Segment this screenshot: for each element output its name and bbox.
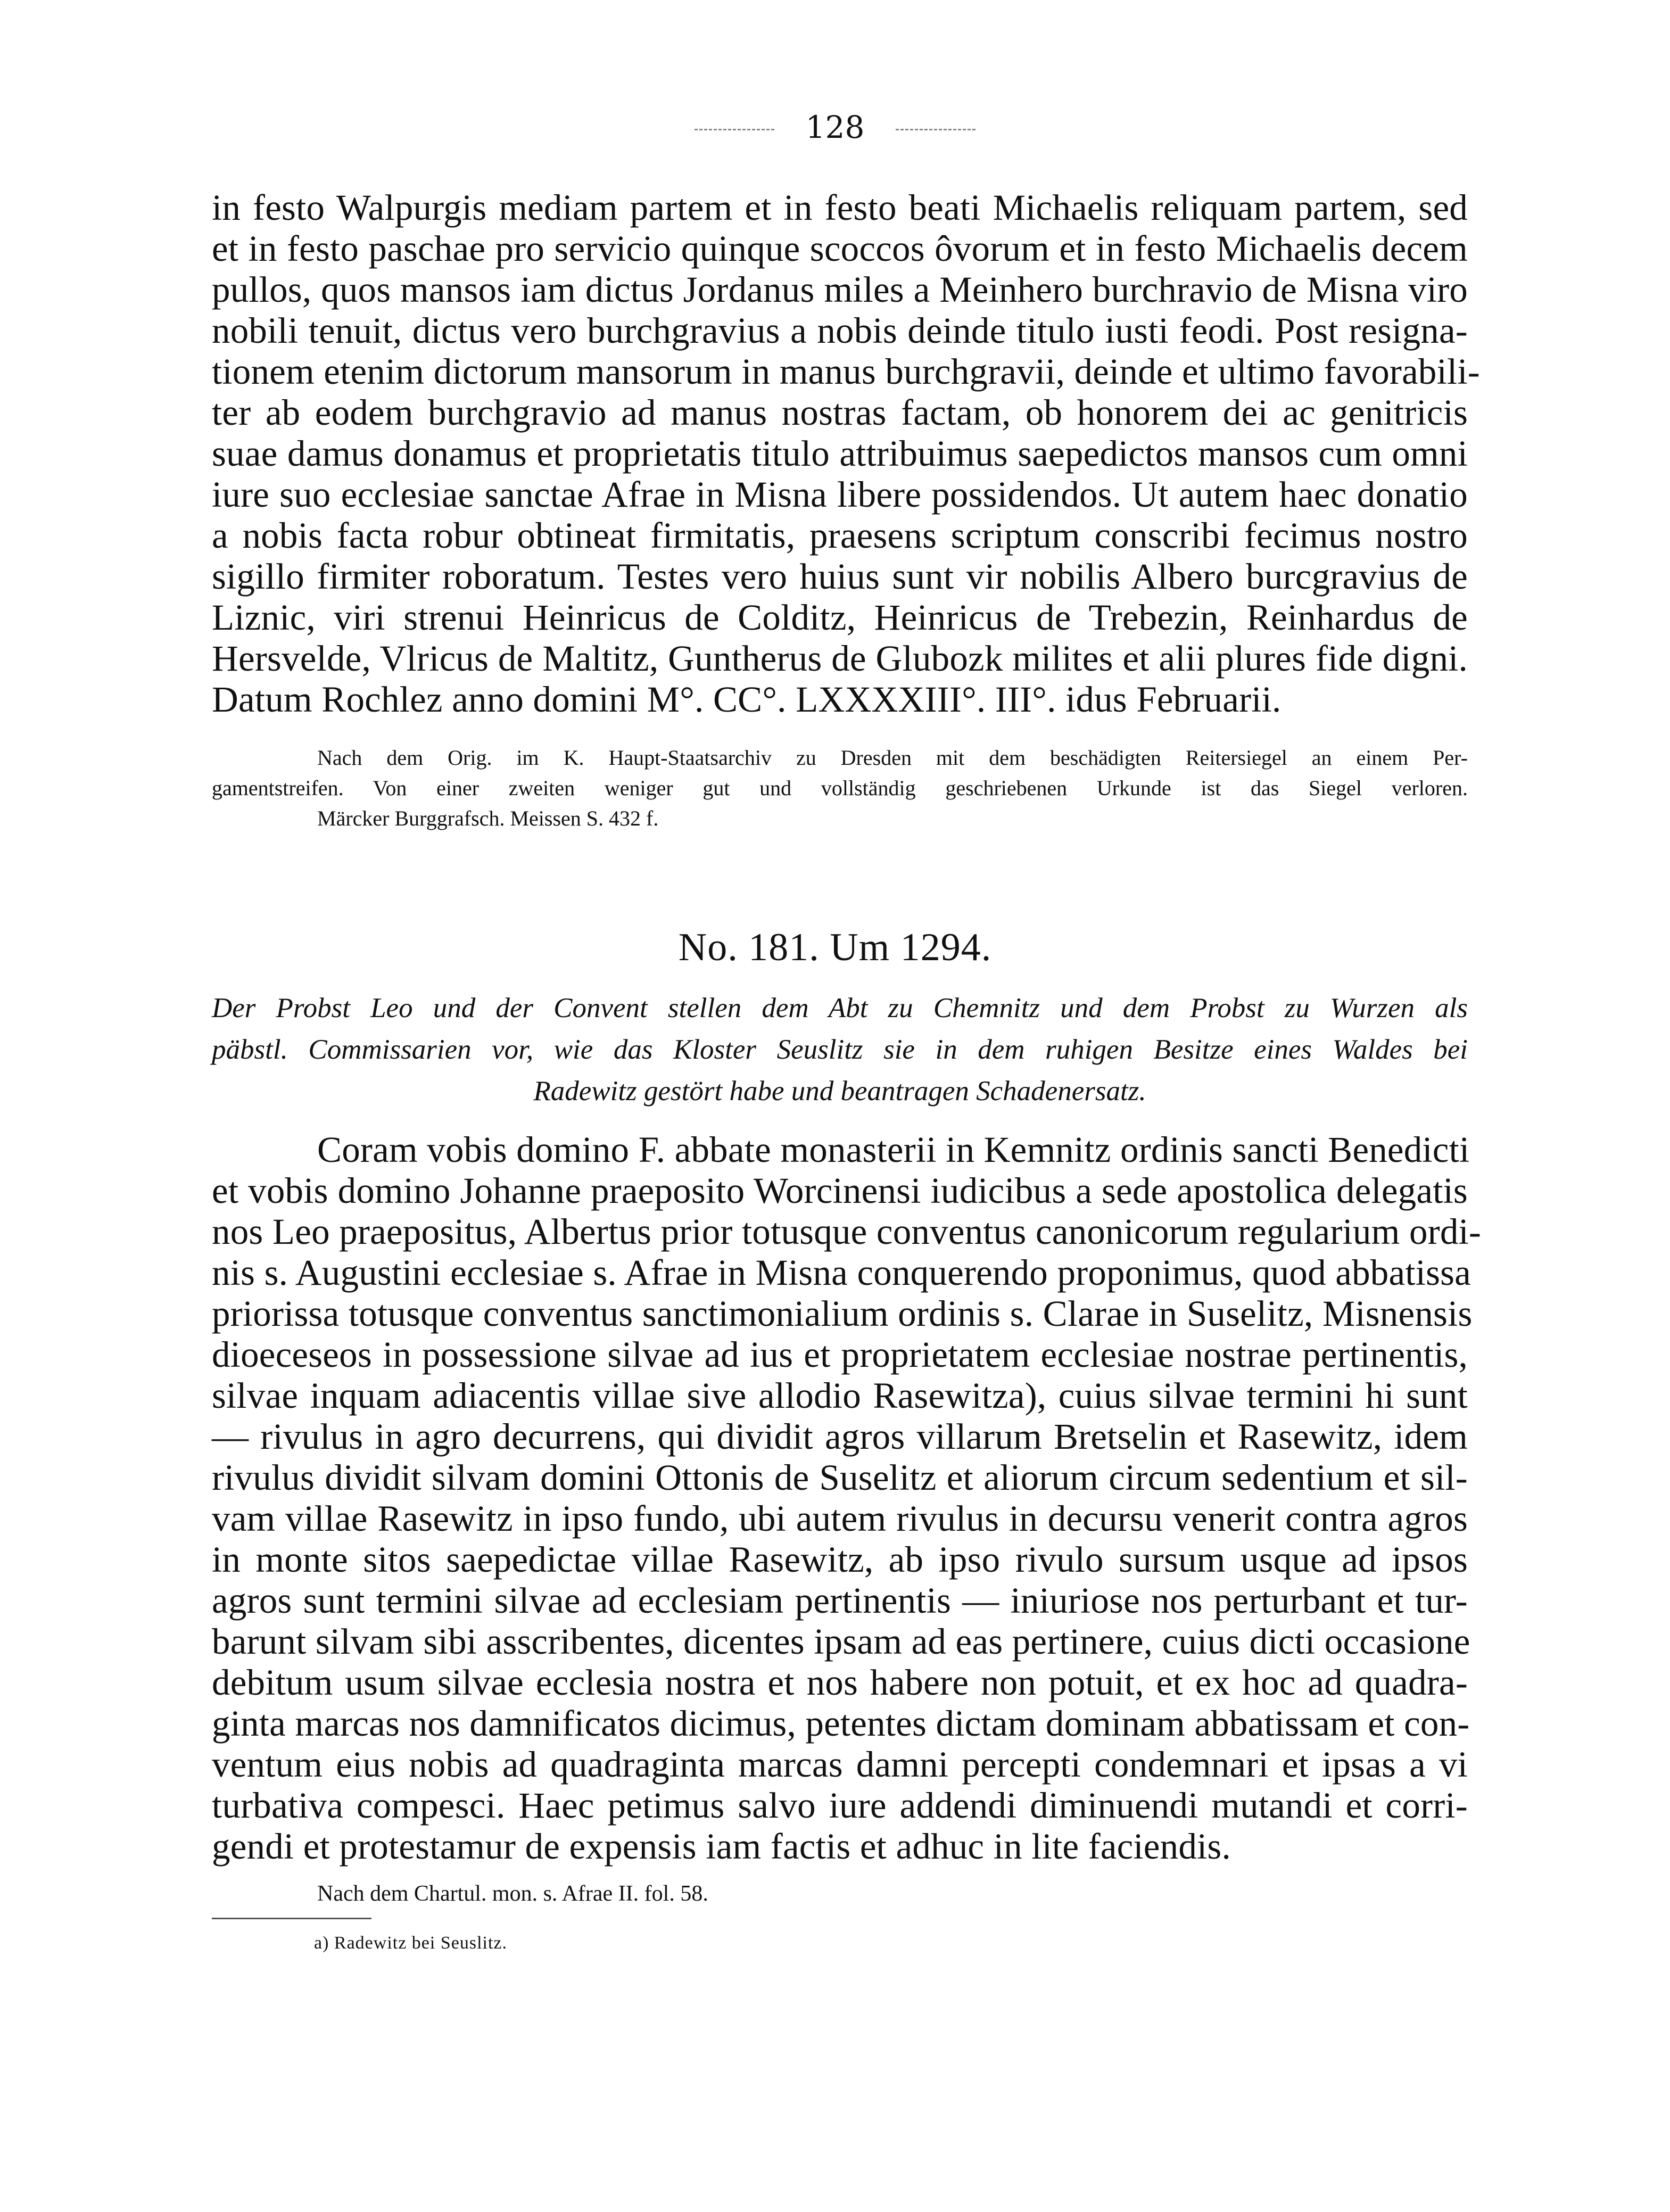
text-line: ginta marcas nos damnificatos dicimus, petentes dictam dominam abbatissam et con- <box>212 1703 1470 1744</box>
text-line: nis s. Augustini ecclesiae s. Afrae in Misna conquerendo proponimus, quod abbatissa <box>212 1252 1471 1293</box>
text-line: pullos, quos mansos iam dictus Jordanus miles a Meinhero burchravio de Misna viro <box>212 269 1468 310</box>
text-line: gendi et protestamur de expensis iam factis et adhuc in lite faciendis. <box>212 1826 1231 1867</box>
text-line: — rivulus in agro decurrens, qui dividit agros villarum Bretselin et Rasewitz, idem <box>212 1416 1468 1457</box>
text-line: ter ab eodem burchgravio ad manus nostras factam, ob honorem dei ac genitricis <box>212 392 1468 433</box>
text-line: a nobis facta robur obtineat firmitatis, praesens scriptum conscribi fecimus nostro <box>212 515 1468 556</box>
text-line: turbativa compesci. Haec petimus salvo iure addendi diminuendi mutandi et corri- <box>212 1785 1468 1826</box>
text-line: dioeceseos in possessione silvae ad ius et proprietatem ecclesiae nostrae pertinentis, <box>212 1334 1468 1375</box>
text-line: rivulus dividit silvam domini Ottonis de Suselitz et aliorum circum sedentium et sil- <box>212 1457 1468 1498</box>
text-line: agros sunt termini silvae ad ecclesiam pertinentis — iniuriose nos perturbant et tur- <box>212 1580 1468 1621</box>
previous-source-note <box>212 742 1468 833</box>
text-line: ventum eius nobis ad quadraginta marcas damni percepti condemnari et ipsas a vi <box>212 1744 1468 1785</box>
footnote-rule <box>212 1918 371 1919</box>
entry-source-note <box>212 1879 1468 1909</box>
text-line: Liznic, viri strenui Heinricus de Colditz, Heinricus de Trebezin, Reinhardus de <box>212 597 1468 638</box>
source-note-line: gamentstreifen. Von einer zweiten weniger gut und vollständig geschriebenen Urkunde ist das Siegel verloren. <box>212 776 1468 800</box>
text-line: silvae inquam adiacentis villae sive allodio Rasewitza), cuius silvae termini hi sunt <box>212 1375 1468 1416</box>
text-line: vam villae Rasewitz in ipso fundo, ubi autem rivulus in decursu venerit contra agros <box>212 1498 1468 1539</box>
text-line: debitum usum silvae ecclesia nostra et nos habere non potuit, et ex hoc ad quadra- <box>212 1662 1468 1703</box>
text-line: tionem etenim dictorum mansorum in manus burchgravii, deinde et ultimo favorabili- <box>212 351 1480 392</box>
previous-document-text <box>212 187 1480 720</box>
source-note-line: Nach dem Chartul. mon. s. Afrae II. fol. 58. <box>317 1881 708 1906</box>
header-rule-right <box>896 129 975 130</box>
text-line: et in festo paschae pro servicio quinque scoccos ôvorum et in festo Michaelis decem <box>212 228 1468 269</box>
text-line: et vobis domino Johanne praeposito Worcinensi iudicibus a sede apostolica delegatis <box>212 1170 1468 1211</box>
summary-line: Der Probst Leo und der Convent stellen dem Abt zu Chemnitz und dem Probst zu Wurzen als <box>212 993 1468 1024</box>
text-line: Coram vobis domino F. abbate monasterii in Kemnitz ordinis sancti Benedicti <box>317 1129 1470 1170</box>
text-line: Hersvelde, Vlricus de Maltitz, Guntherus de Glubozk milites et alii plures fide digni. <box>212 638 1468 679</box>
text-line: barunt silvam sibi asscribentes, dicentes ipsam ad eas pertinere, cuius dicti occasione <box>212 1621 1470 1662</box>
entry-title: No. 181. Um 1294. <box>678 926 992 969</box>
entry-summary <box>212 987 1468 1112</box>
text-line: in festo Walpurgis mediam partem et in festo beati Michaelis reliquam partem, sed <box>212 187 1468 228</box>
text-line: iure suo ecclesiae sanctae Afrae in Misna libere possidendos. Ut autem haec donatio <box>212 474 1468 515</box>
source-note-line: Nach dem Orig. im K. Haupt-Staatsarchiv zu Dresden mit dem beschädigten Reitersiegel an einem Per- <box>317 746 1468 770</box>
summary-line: Radewitz gestört habe und beantragen Schadenersatz. <box>533 1076 1146 1107</box>
text-line: suae damus donamus et proprietatis titulo attribuimus saepedictos mansos cum omni <box>212 433 1468 474</box>
footnote: a) Radewitz bei Seuslitz. <box>314 1933 508 1953</box>
text-line: in monte sitos saepedictae villae Rasewitz, ab ipso rivulo sursum usque ad ipsos <box>212 1539 1468 1580</box>
page-number <box>0 109 1670 145</box>
header-rule-left <box>695 129 774 130</box>
text-line: Datum Rochlez anno domini M°. CC°. LXXXXIII°. III°. idus Februarii. <box>212 679 1282 720</box>
entry-body <box>212 1129 1482 1867</box>
summary-line: päbstl. Commissarien vor, wie das Kloster Seuslitz sie in dem ruhigen Besitze eines Waldes bei <box>212 1034 1468 1065</box>
text-line: priorissa totusque conventus sanctimonialium ordinis s. Clarae in Suselitz, Misnensis <box>212 1293 1473 1334</box>
page-number-text: 128 <box>805 109 865 145</box>
text-line: sigillo firmiter roboratum. Testes vero huius sunt vir nobilis Albero burcgravius de <box>212 556 1468 597</box>
source-note-line: Märcker Burggrafsch. Meissen S. 432 f. <box>317 806 659 830</box>
text-line: nobili tenuit, dictus vero burchgravius a nobis deinde titulo iusti feodi. Post resigna- <box>212 310 1468 351</box>
text-line: nos Leo praepositus, Albertus prior totusque conventus canonicorum regularium ordi- <box>212 1211 1482 1252</box>
